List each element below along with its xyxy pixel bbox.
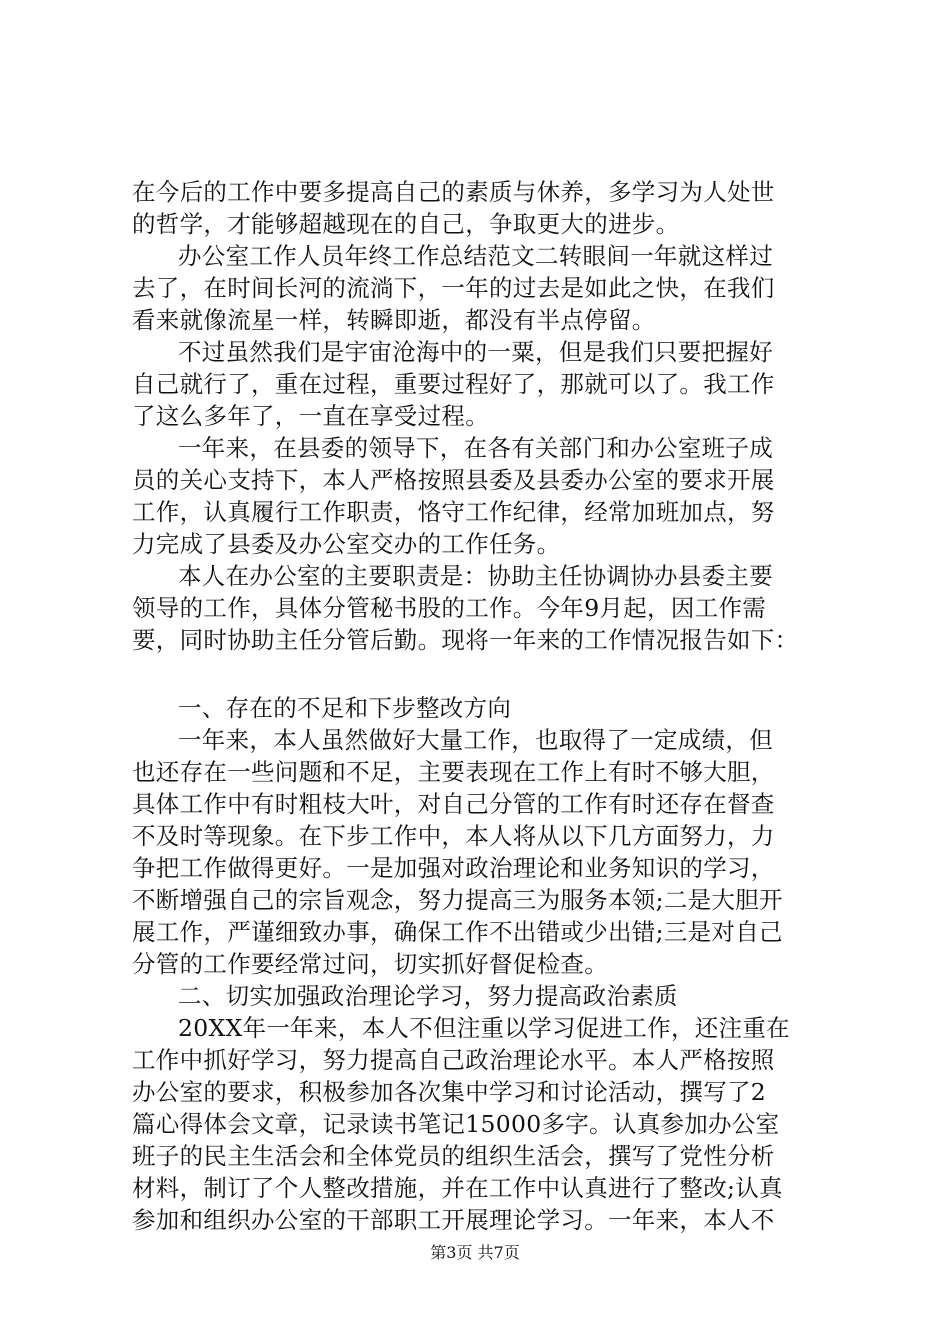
text-line: 力完成了县委及办公室交办的工作任务。 [132, 530, 561, 558]
text-line: 20XX年一年来，本人不但注重以学习促进工作，还注重在 [178, 1014, 790, 1042]
text-line: 不及时等现象。在下步工作中，本人将从以下几方面努力，力 [132, 822, 775, 850]
text-line: 参加和组织办公室的干部职工开展理论学习。一年来，本人不 [132, 1206, 775, 1234]
paragraph-block-bottom [132, 692, 832, 1236]
text-line: 展工作，严谨细致办事，确保工作不出错或少出错;三是对自己 [132, 918, 783, 946]
text-line: 篇心得体会文章，记录读书笔记15000多字。认真参加办公室 [132, 1110, 780, 1138]
text-line: 去了，在时间长河的流淌下，一年的过去是如此之快，在我们 [132, 274, 775, 302]
text-line: 办公室工作人员年终工作总结范文二转眼间一年就这样过 [178, 242, 773, 270]
paragraph-block-top [132, 176, 832, 656]
text-line: 自己就行了，重在过程，重要过程好了，那就可以了。我工作 [132, 370, 775, 398]
text-line: 也还存在一些问题和不足，主要表现在工作上有时不够大胆， [132, 758, 775, 786]
text-line: 工作中抓好学习，努力提高自己政治理论水平。本人严格按照 [132, 1046, 775, 1074]
text-line: 领导的工作，具体分管秘书股的工作。今年9月起，因工作需 [132, 594, 767, 622]
text-line: 一年来，在县委的领导下，在各有关部门和办公室班子成 [178, 434, 773, 462]
text-line: 具体工作中有时粗枝大叶，对自己分管的工作有时还存在督查 [132, 790, 775, 818]
text-line: 不过虽然我们是宇宙沧海中的一粟，但是我们只要把握好 [178, 338, 773, 366]
text-line: 办公室的要求，积极参加各次集中学习和讨论活动，撰写了2 [132, 1078, 767, 1106]
text-line: 了这么多年了，一直在享受过程。 [132, 402, 489, 430]
text-line: 材料，制订了个人整改措施，并在工作中认真进行了整改;认真 [132, 1174, 783, 1202]
text-line: 分管的工作要经常过问，切实抓好督促检查。 [132, 950, 608, 978]
text-line: 班子的民主生活会和全体党员的组织生活会，撰写了党性分析 [132, 1142, 775, 1170]
document-body [132, 176, 832, 1236]
text-line: 员的关心支持下，本人严格按照县委及县委办公室的要求开展 [132, 466, 775, 494]
text-line: 二、切实加强政治理论学习，努力提高政治素质 [178, 982, 678, 1010]
text-line: 在今后的工作中要多提高自己的素质与休养，多学习为人处世 [132, 178, 775, 206]
paragraph-gap [132, 656, 832, 692]
text-line: 工作，认真履行工作职责，恪守工作纪律，经常加班加点，努 [132, 498, 775, 526]
text-line: 看来就像流星一样，转瞬即逝，都没有半点停留。 [132, 306, 656, 334]
text-line: 争把工作做得更好。一是加强对政治理论和业务知识的学习， [132, 854, 775, 882]
text-line: 一年来，本人虽然做好大量工作，也取得了一定成绩，但 [178, 726, 773, 754]
text-line: 一、存在的不足和下步整改方向 [178, 694, 512, 722]
text-line: 本人在办公室的主要职责是：协助主任协调协办县委主要 [178, 562, 773, 590]
text-line: 要，同时协助主任分管后勤。现将一年来的工作情况报告如下： [132, 626, 799, 654]
text-line: 不断增强自己的宗旨观念，努力提高三为服务本领;二是大胆开 [132, 886, 783, 914]
page-footer: 第3页 共7页 [430, 1243, 520, 1262]
text-line: 的哲学，才能够超越现在的自己，争取更大的进步。 [132, 210, 680, 238]
